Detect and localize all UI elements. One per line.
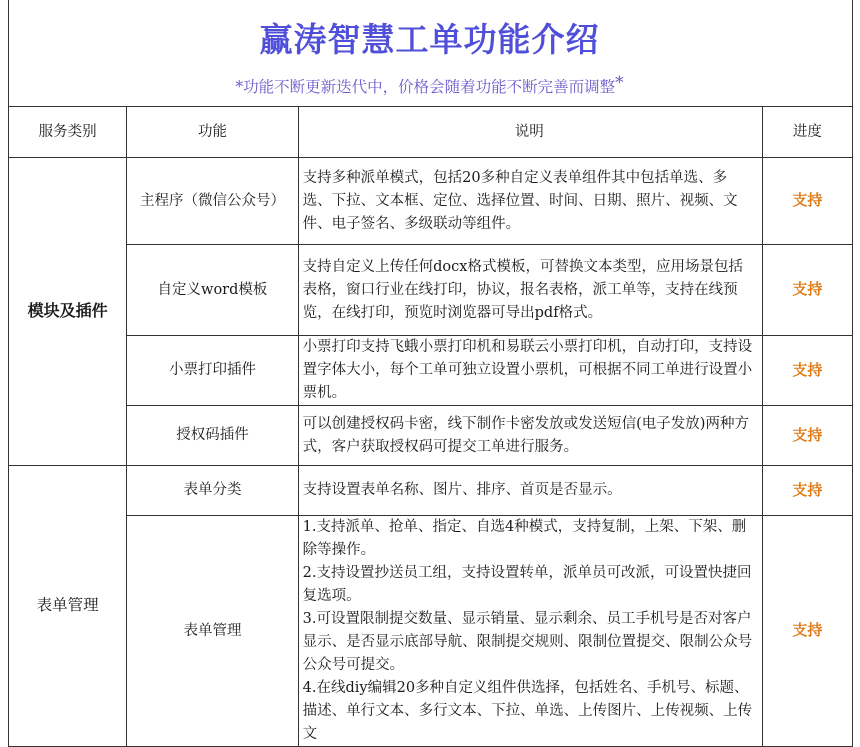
table-row [9,516,853,747]
page-title: 赢涛智慧工单功能介绍 [259,20,600,59]
function-cell: 授权码插件 [127,406,298,466]
table-row [9,336,853,406]
description-line: 2.支持设置抄送员工组，支持设置转单，派单员可改派，可设置快捷回复选项。 [302,565,752,604]
table-row [9,158,853,245]
page-subtitle [8,72,851,98]
column-header-description: 说明 [298,107,762,158]
progress-status: 支持 [792,480,823,499]
description-cell: 支持多种派单模式，包括20多种自定义表单组件其中包括单选、多选、下拉、文本框、定位、选择位置、时间、日期、照片、视频、文件、电子签名、多级联动等组件。 [298,158,762,245]
progress-status: 支持 [792,191,823,209]
description-cell: 小票打印支持飞蛾小票打印机和易联云小票打印机，自动打印，支持设置字体大小，每个工单可独立设置小票机，可根据不同工单进行设置小票机。 [298,336,762,406]
description-cell: 可以创建授权码卡密，线下制作卡密发放或发送短信(电子发放)两种方式，客户获取授权码可提交工单进行服务。 [298,406,762,466]
table-row [9,466,853,516]
category-cell-forms [9,466,127,747]
table-row [9,406,853,466]
function-cell: 表单管理 [127,516,298,747]
subtitle-asterisk: * [235,78,244,96]
description-line: 1.支持派单、抢单、指定、自选4种模式，支持复制，上架、下架、删除等操作。 [302,519,747,558]
progress-cell [762,336,852,406]
progress-status: 支持 [792,360,823,379]
description-line: 4.在线diy编辑20多种自定义组件供选择，包括姓名、手机号、标题、描述、单行文本、多行文本、下拉、单选、上传图片、上传视频、上传文 [302,680,753,742]
progress-cell [762,516,852,747]
table-header-row [9,107,853,158]
function-cell: 表单分类 [127,466,298,516]
progress-status: 支持 [792,621,823,639]
description-cell: 支持设置表单名称、图片、排序、首页是否显示。 [298,466,762,516]
feature-table [8,106,853,747]
progress-status: 支持 [792,425,823,444]
table-row [9,245,853,336]
document-header [8,0,851,107]
column-header-category: 服务类别 [9,107,127,158]
progress-cell [762,406,852,466]
description-line: 3.可设置限制提交数量、显示销量、显示剩余、员工手机号是否对客户显示、是否显示底部导航、限制提交规则、限制位置提交、限制公众号公众号可提交。 [302,611,753,673]
column-header-function: 功能 [127,107,298,158]
column-header-progress: 进度 [762,107,852,158]
function-cell: 主程序（微信公众号） [127,158,298,245]
progress-status: 支持 [792,280,823,298]
function-cell: 自定义word模板 [127,245,298,336]
description-cell: 支持自定义上传任何docx格式模板，可替换文本类型，应用场景包括表格，窗口行业在线打印，协议，报名表格，派工单等，支持在线预览，在线打印，预览时浏览器可导出pdf格式。 [298,245,762,336]
category-cell-modules [9,158,127,466]
subtitle-asterisk-end: * [615,73,624,93]
function-cell: 小票打印插件 [127,336,298,406]
subtitle-text: 功能不断更新迭代中，价格会随着功能不断完善而调整 [243,78,616,96]
category-label: 模块及插件 [27,301,108,320]
progress-cell [762,158,852,245]
description-cell [298,516,762,747]
progress-cell [762,245,852,336]
category-label: 表单管理 [36,596,99,614]
progress-cell [762,466,852,516]
